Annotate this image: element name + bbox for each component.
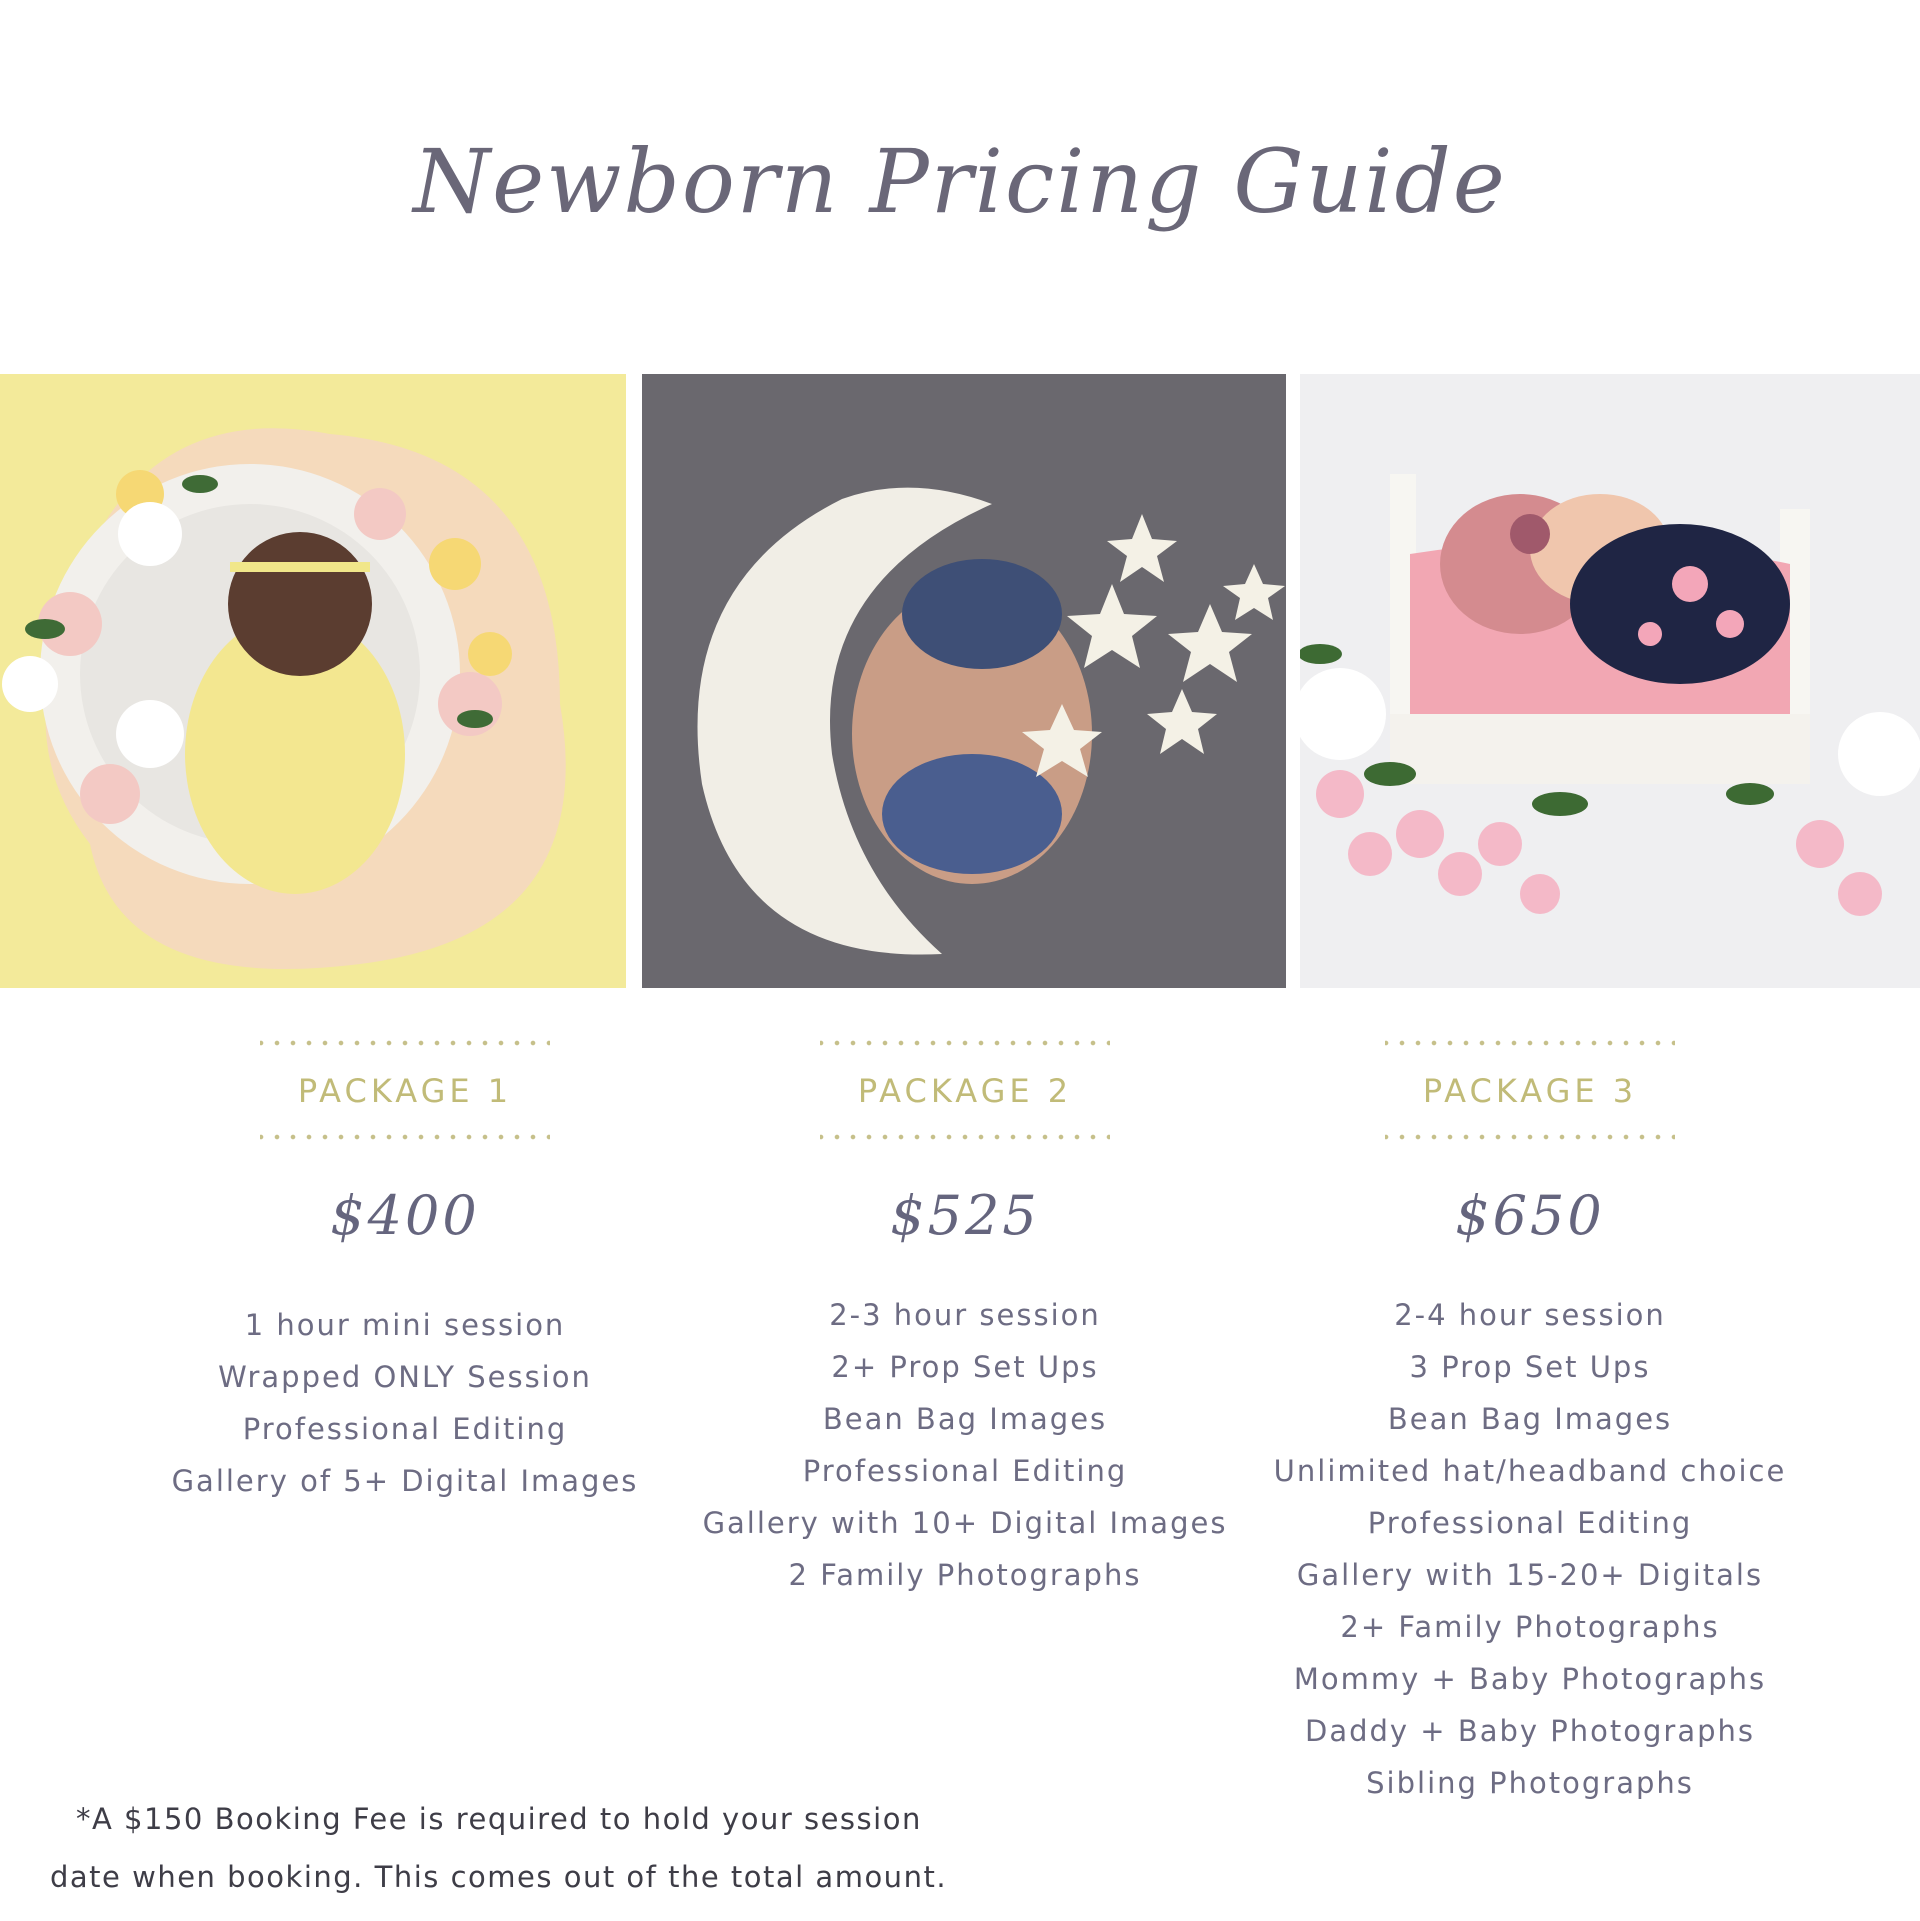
dotted-divider — [260, 1040, 550, 1046]
feature-item: Bean Bag Images — [1387, 1402, 1673, 1436]
dotted-divider — [1385, 1134, 1675, 1140]
feature-item: Professional Editing — [1367, 1506, 1693, 1540]
feature-item: 2-3 hour session — [829, 1298, 1101, 1332]
feature-item: Gallery with 10+ Digital Images — [702, 1506, 1228, 1540]
dotted-divider — [820, 1134, 1110, 1140]
feature-item: 2-4 hour session — [1394, 1298, 1666, 1332]
feature-item: 3 Prop Set Ups — [1409, 1350, 1651, 1384]
newborn-moon-stars-photo — [642, 374, 1286, 988]
feature-list — [150, 1299, 660, 1507]
feature-item: Professional Editing — [802, 1454, 1128, 1488]
feature-item: Daddy + Baby Photographs — [1305, 1714, 1755, 1748]
dotted-divider — [1385, 1040, 1675, 1046]
feature-item: 2 Family Photographs — [788, 1558, 1142, 1592]
package-column-1 — [150, 1040, 660, 1507]
booking-fee-note — [50, 1790, 947, 1906]
newborn-bed-flowers-photo — [1300, 374, 1920, 988]
package-price: $525 — [890, 1184, 1040, 1247]
package-column-3 — [1265, 1040, 1795, 1809]
feature-item: Gallery with 15-20+ Digitals — [1296, 1558, 1764, 1592]
feature-item: Wrapped ONLY Session — [218, 1360, 592, 1394]
feature-list — [1265, 1289, 1795, 1809]
package-price: $400 — [330, 1184, 480, 1247]
feature-item: Bean Bag Images — [822, 1402, 1108, 1436]
feature-item: 2+ Family Photographs — [1340, 1610, 1720, 1644]
dotted-divider — [260, 1134, 550, 1140]
dotted-divider — [820, 1040, 1110, 1046]
feature-list — [700, 1289, 1230, 1601]
feature-item: Professional Editing — [242, 1412, 568, 1446]
newborn-yellow-flowers-photo — [0, 374, 626, 988]
package-label: PACKAGE 1 — [297, 1072, 513, 1110]
page-title: Newborn Pricing Guide — [413, 130, 1507, 233]
feature-item: 1 hour mini session — [244, 1308, 566, 1342]
package-label: PACKAGE 3 — [1422, 1072, 1638, 1110]
feature-item: Unlimited hat/headband choice — [1273, 1454, 1787, 1488]
feature-item: Sibling Photographs — [1366, 1766, 1694, 1800]
package-label: PACKAGE 2 — [857, 1072, 1073, 1110]
feature-item: Mommy + Baby Photographs — [1293, 1662, 1767, 1696]
feature-item: Gallery of 5+ Digital Images — [171, 1464, 639, 1498]
package-column-2 — [700, 1040, 1230, 1601]
note-line-2: date when booking. This comes out of the total amount. — [50, 1860, 948, 1894]
package-price: $650 — [1455, 1184, 1605, 1247]
feature-item: 2+ Prop Set Ups — [831, 1350, 1099, 1384]
note-line-1: *A $150 Booking Fee is required to hold your session — [76, 1802, 922, 1836]
